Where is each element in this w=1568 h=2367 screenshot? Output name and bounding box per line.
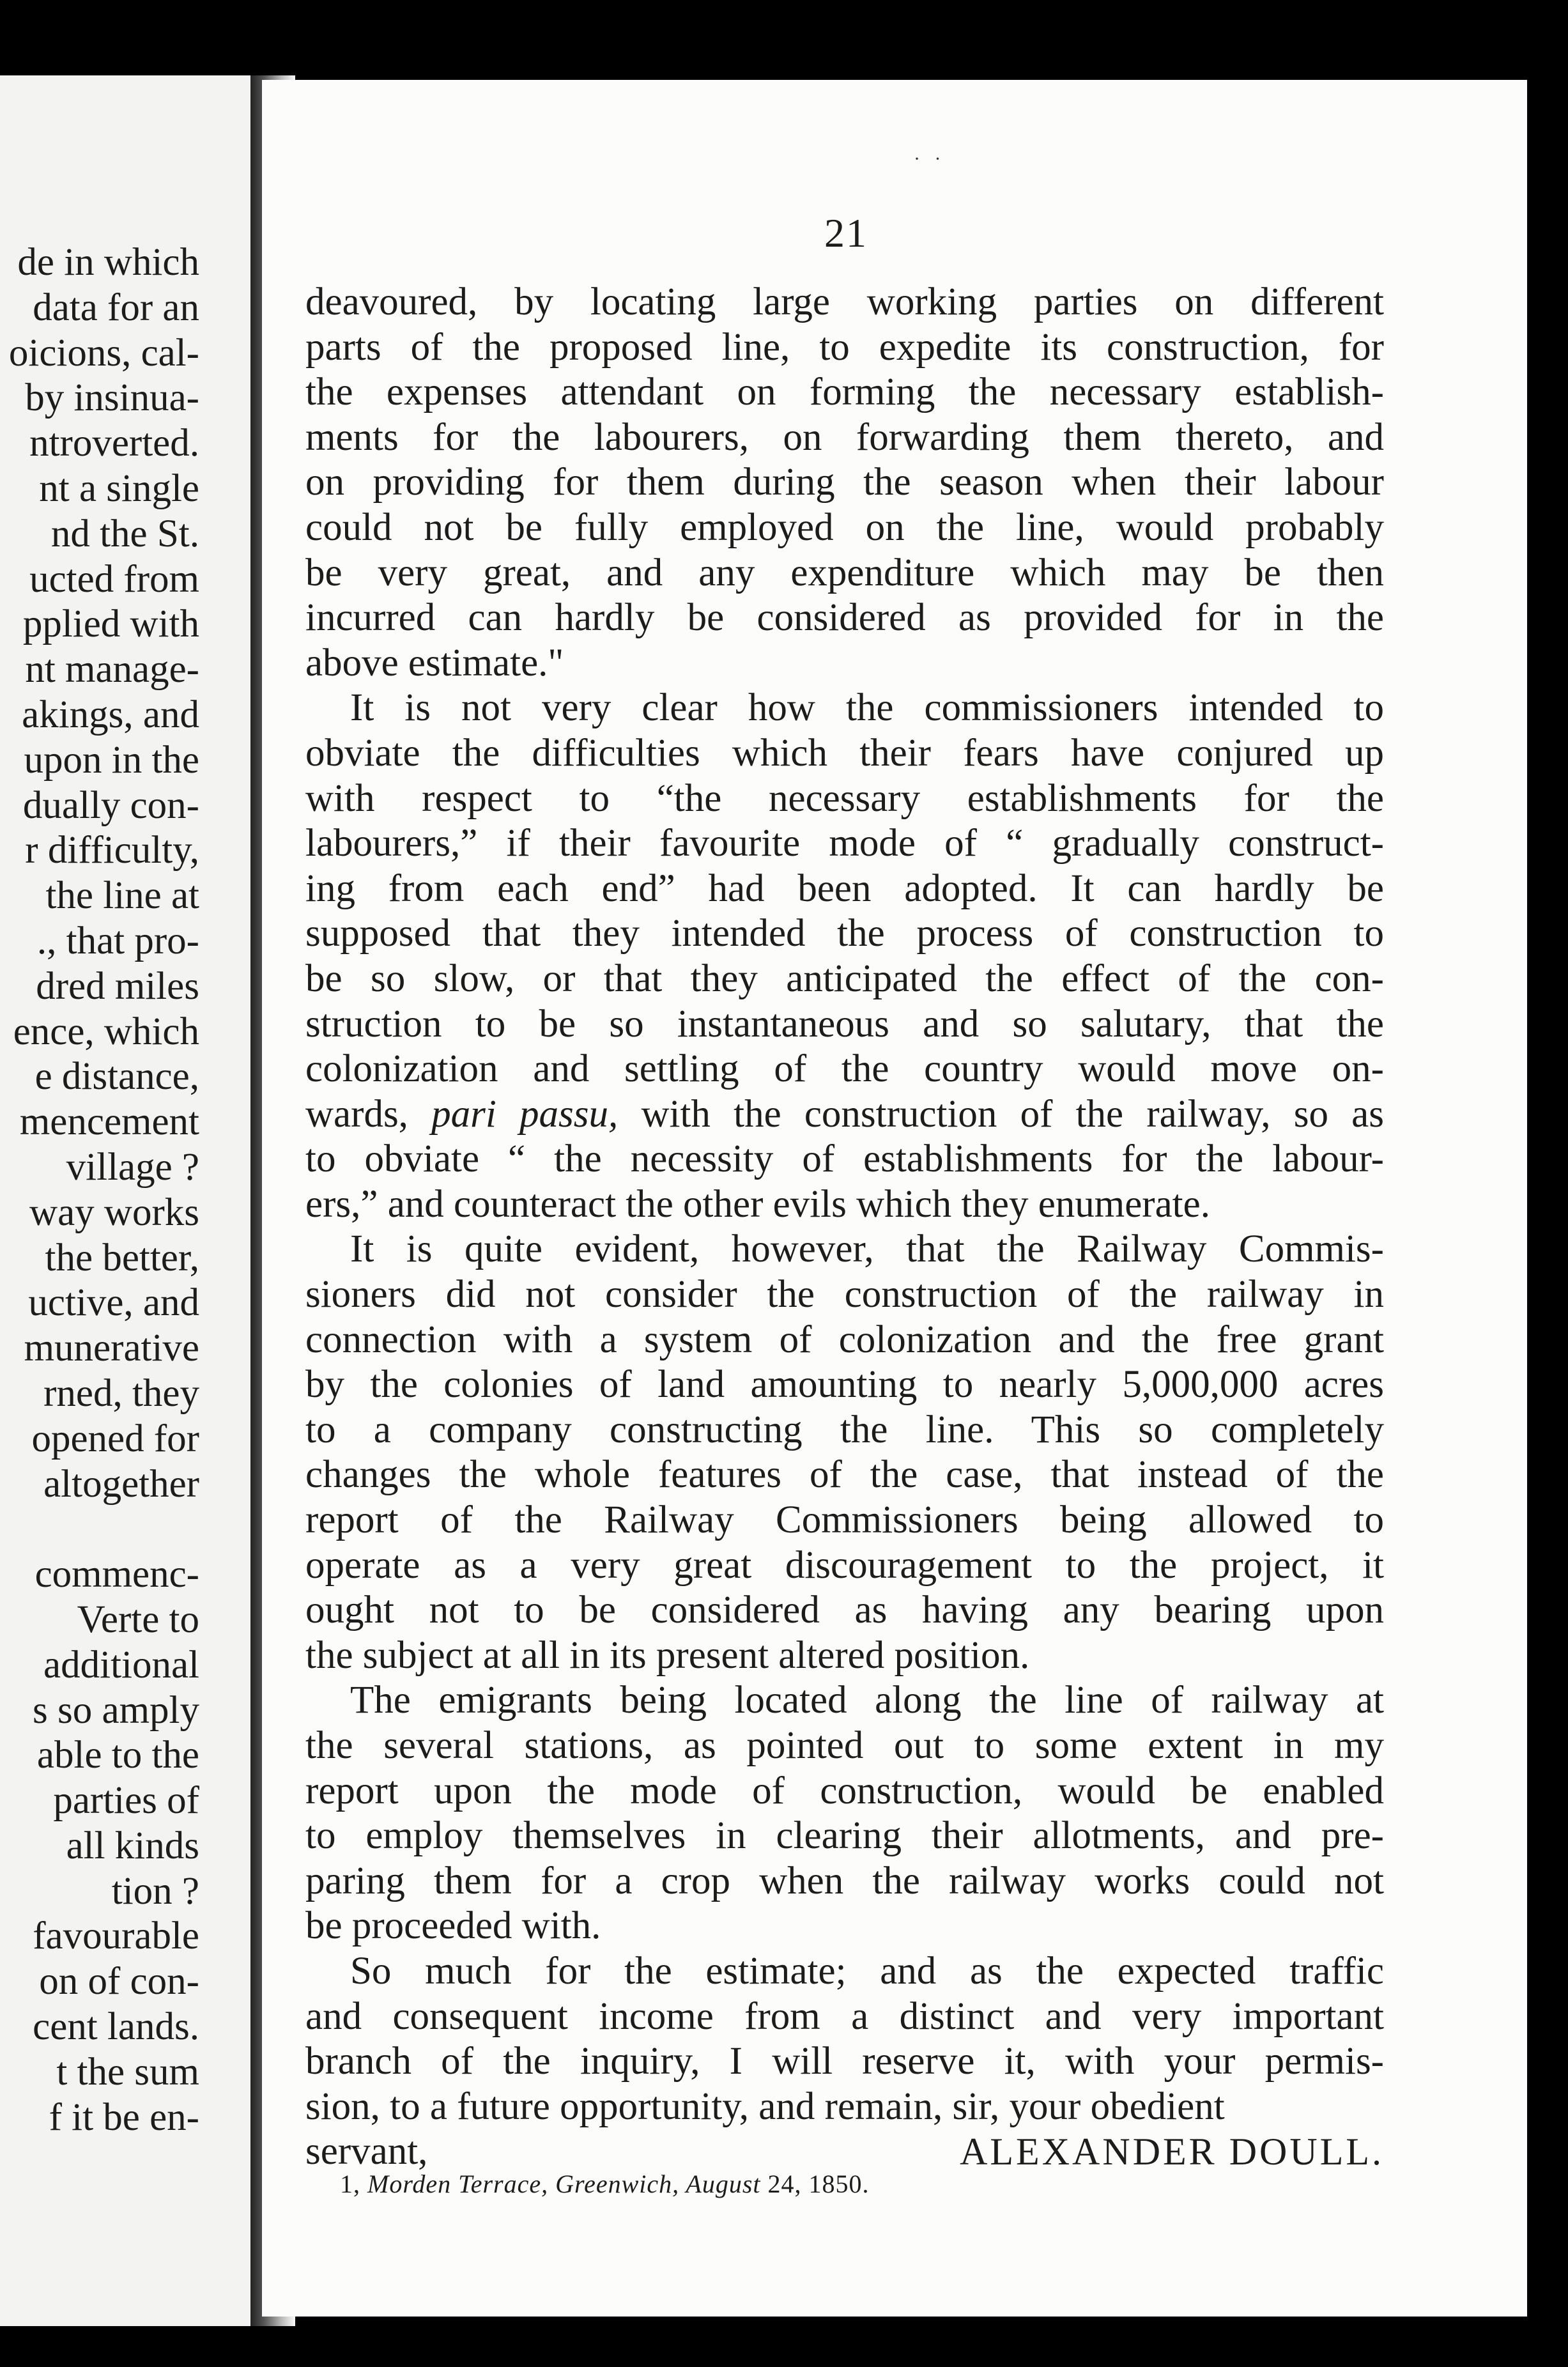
left-page-line: data for an [33,286,199,329]
text-line: report of the Railway Commissioners being allowed to [305,1499,1384,1542]
left-page-line: ., that pro- [36,919,199,962]
text-line: colonization and settling of the country would move on- [305,1047,1384,1091]
left-page-line: altogether [43,1462,199,1506]
left-page-line: oicions, cal- [8,331,199,374]
text-line: ers,” and counteract the other evils which they enumerate. [305,1182,1210,1226]
left-page-line: parties of [53,1779,199,1823]
left-page-line: cent lands. [33,2005,199,2049]
text-line: sion, to a future opportunity, and remain, sir, your obedient [305,2085,1225,2128]
left-page-line: upon in the [24,738,199,782]
left-page-line: munerative [24,1327,199,1370]
left-page-line: nd the St. [50,512,199,555]
left-page-line: uctive, and [28,1281,199,1325]
left-page-line: dually con- [22,783,199,827]
text-line: sioners did not consider the construction of the railway in [305,1273,1384,1316]
text-line: be very great, and any expenditure which may be then [305,551,1384,594]
left-page-line: f it be en- [49,2095,199,2139]
body-text [305,280,1384,2175]
text-line: on providing for them during the season when their labour [305,461,1384,504]
text-line: by the colonies of land amounting to nearly 5,000,000 acres [305,1363,1384,1407]
text-line: supposed that they intended the process of construction to [305,912,1384,955]
text-line [305,1092,1384,1137]
text-line: be so slow, or that they anticipated the effect of the con- [305,957,1384,1000]
left-page-line: able to the [36,1734,199,1777]
left-page-line: rned, they [43,1371,199,1415]
left-page-line: tion ? [111,1869,199,1913]
text-line: ing from each end” had been adopted. It can hardly be [305,867,1384,910]
text-line: could not be fully employed on the line, would probably [305,505,1384,549]
left-page-line: the line at [45,874,199,918]
text-line: struction to be so instantaneous and so salutary, that the [305,1002,1384,1045]
text-segment: wards, [305,1092,432,1136]
left-page-line: nt a single [39,466,199,510]
left-page-line: nt manage- [25,648,199,691]
left-page-line: way works [29,1191,199,1234]
text-line: paring them for a crop when the railway works could not [305,1859,1384,1902]
text-line: report upon the mode of construction, would be enabled [305,1769,1384,1812]
left-page-line: ence, which [13,1010,199,1053]
text-line: with respect to “the necessary establishments for the [305,776,1384,820]
dateline-date: 24, 1850. [760,2170,870,2198]
left-page-line: de in which [17,241,199,284]
text-line: labourers,” if their favourite mode of “ gradually construct- [305,822,1384,865]
text-line: the several stations, as pointed out to some extent in my [305,1724,1384,1767]
text-line: above estimate." [305,641,564,684]
text-line: It is quite evident, however, that the Railway Commis- [350,1228,1384,1271]
text-line: branch of the inquiry, I will reserve it, with your permis- [305,2040,1384,2083]
left-page-line: all kinds [66,1824,199,1867]
text-line: the subject at all in its present altered position. [305,1633,1030,1677]
left-page-line: s so amply [33,1688,199,1732]
left-page-line: pplied with [22,603,199,646]
closing-servant: servant, [305,2130,428,2173]
left-page-line: ntroverted. [29,422,199,465]
print-specks: · · [914,148,941,169]
left-page-line: by insinua- [25,376,199,420]
dateline-number: 1, [340,2170,367,2198]
left-page-line: additional [43,1643,199,1686]
left-page-line: opened for [31,1417,199,1460]
text-line: incurred can hardly be considered as provided for in the [305,596,1384,640]
text-line: obviate the difficulties which their fears have conjured up [305,731,1384,775]
left-page-line: dred miles [36,964,199,1008]
left-page-line: Verte to [77,1598,199,1641]
left-page-line: commenc- [35,1553,199,1596]
left-page-line: r difficulty, [25,829,199,872]
left-page-line: the better, [45,1236,199,1279]
left-page-line: on of con- [39,1960,199,2003]
text-line: It is not very clear how the commissioners intended to [350,686,1384,730]
text-line: to employ themselves in clearing their allotments, and pre- [305,1814,1384,1858]
italic-phrase: pari passu, [431,1092,619,1136]
text-line: The emigrants being located along the line of railway at [350,1679,1384,1722]
text-line: changes the whole features of the case, that instead of the [305,1453,1384,1497]
text-line: So much for the estimate; and as the expected traffic [350,1949,1384,1993]
left-page-line [9,1507,199,1552]
left-page-line: e distance, [35,1055,199,1099]
left-facing-page [0,75,250,2326]
page-number: 21 [824,210,868,256]
text-line: parts of the proposed line, to expedite its construction, for [305,325,1384,369]
dateline-address: Morden Terrace, Greenwich, August [367,2170,761,2198]
dateline [340,2169,870,2199]
text-line: be proceeded with. [305,1904,601,1948]
signature-row [305,2129,1384,2175]
text-line: the expenses attendant on forming the necessary establish- [305,371,1384,414]
text-line: operate as a very great discouragement to the project, it [305,1543,1384,1587]
left-page-line: akings, and [22,693,199,736]
signature-name: ALEXANDER DOULL. [960,2131,1384,2173]
left-page-line: favourable [33,1915,199,1958]
left-page-line: t the sum [56,2050,199,2093]
text-line: connection with a system of colonization and the free grant [305,1318,1384,1361]
left-page-line: ucted from [29,557,199,601]
text-line: deavoured, by locating large working parties on different [305,281,1384,323]
text-segment: with the construction of the railway, so as [618,1092,1384,1136]
text-line: to a company constructing the line. This so completely [305,1408,1384,1451]
text-line: ments for the labourers, on forwarding them thereto, and [305,415,1384,459]
text-line: and consequent income from a distinct and very important [305,1994,1384,2038]
left-page-line: village ? [66,1145,199,1189]
text-line: to obviate “ the necessity of establishments for the labour- [305,1137,1384,1181]
left-page-line: mencement [19,1100,199,1144]
left-page-text [9,240,199,2140]
text-line: ought not to be considered as having any bearing upon [305,1589,1384,1632]
